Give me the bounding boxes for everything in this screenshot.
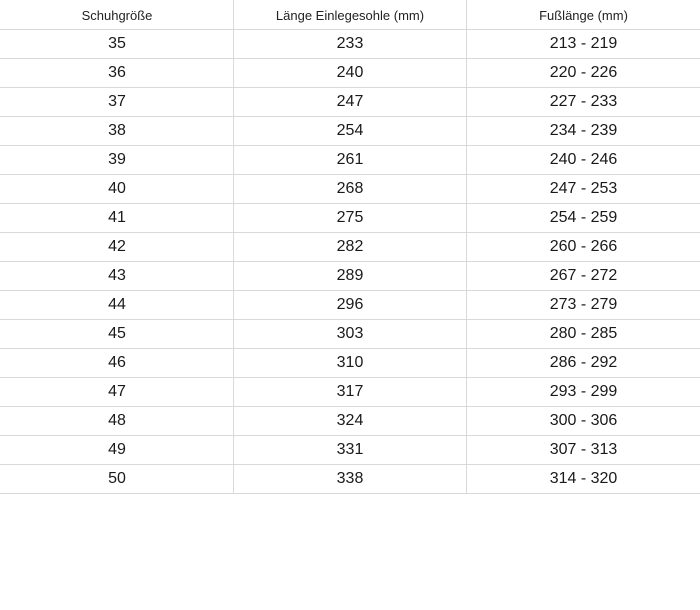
cell-foot-length: 267 - 272 xyxy=(467,262,700,291)
cell-insole-length: 268 xyxy=(234,175,467,204)
table-row xyxy=(1,378,700,407)
table-row xyxy=(1,175,700,204)
cell-shoe-size: 35 xyxy=(1,30,234,59)
cell-shoe-size: 38 xyxy=(1,117,234,146)
cell-foot-length: 307 - 313 xyxy=(467,436,700,465)
cell-insole-length: 275 xyxy=(234,204,467,233)
cell-foot-length: 254 - 259 xyxy=(467,204,700,233)
table-row xyxy=(1,436,700,465)
table-row xyxy=(1,262,700,291)
cell-insole-length: 338 xyxy=(234,465,467,494)
cell-insole-length: 289 xyxy=(234,262,467,291)
cell-insole-length: 282 xyxy=(234,233,467,262)
cell-insole-length: 261 xyxy=(234,146,467,175)
table-row xyxy=(1,349,700,378)
header-shoe-size: Schuhgröße xyxy=(1,1,234,30)
cell-shoe-size: 39 xyxy=(1,146,234,175)
table-row xyxy=(1,117,700,146)
cell-insole-length: 310 xyxy=(234,349,467,378)
cell-foot-length: 220 - 226 xyxy=(467,59,700,88)
table-body xyxy=(1,30,700,494)
table-row xyxy=(1,146,700,175)
cell-foot-length: 240 - 246 xyxy=(467,146,700,175)
cell-shoe-size: 37 xyxy=(1,88,234,117)
table-row xyxy=(1,204,700,233)
table-row xyxy=(1,291,700,320)
cell-shoe-size: 50 xyxy=(1,465,234,494)
cell-insole-length: 247 xyxy=(234,88,467,117)
table-row xyxy=(1,59,700,88)
cell-insole-length: 317 xyxy=(234,378,467,407)
cell-foot-length: 227 - 233 xyxy=(467,88,700,117)
cell-shoe-size: 49 xyxy=(1,436,234,465)
table-row xyxy=(1,88,700,117)
cell-shoe-size: 43 xyxy=(1,262,234,291)
cell-foot-length: 286 - 292 xyxy=(467,349,700,378)
cell-insole-length: 296 xyxy=(234,291,467,320)
table-row xyxy=(1,233,700,262)
cell-shoe-size: 36 xyxy=(1,59,234,88)
header-insole-length: Länge Einlegesohle (mm) xyxy=(234,1,467,30)
table-row xyxy=(1,30,700,59)
cell-foot-length: 300 - 306 xyxy=(467,407,700,436)
cell-insole-length: 240 xyxy=(234,59,467,88)
cell-foot-length: 260 - 266 xyxy=(467,233,700,262)
cell-shoe-size: 41 xyxy=(1,204,234,233)
cell-foot-length: 234 - 239 xyxy=(467,117,700,146)
cell-shoe-size: 48 xyxy=(1,407,234,436)
cell-shoe-size: 42 xyxy=(1,233,234,262)
cell-insole-length: 233 xyxy=(234,30,467,59)
cell-insole-length: 324 xyxy=(234,407,467,436)
cell-shoe-size: 47 xyxy=(1,378,234,407)
cell-foot-length: 213 - 219 xyxy=(467,30,700,59)
table-row xyxy=(1,320,700,349)
cell-shoe-size: 40 xyxy=(1,175,234,204)
header-foot-length: Fußlänge (mm) xyxy=(467,1,700,30)
cell-insole-length: 331 xyxy=(234,436,467,465)
cell-shoe-size: 44 xyxy=(1,291,234,320)
cell-foot-length: 293 - 299 xyxy=(467,378,700,407)
table-header-row xyxy=(1,1,700,30)
cell-foot-length: 247 - 253 xyxy=(467,175,700,204)
table-row xyxy=(1,407,700,436)
cell-foot-length: 273 - 279 xyxy=(467,291,700,320)
cell-foot-length: 314 - 320 xyxy=(467,465,700,494)
table-row xyxy=(1,465,700,494)
cell-insole-length: 303 xyxy=(234,320,467,349)
cell-insole-length: 254 xyxy=(234,117,467,146)
cell-foot-length: 280 - 285 xyxy=(467,320,700,349)
cell-shoe-size: 46 xyxy=(1,349,234,378)
cell-shoe-size: 45 xyxy=(1,320,234,349)
